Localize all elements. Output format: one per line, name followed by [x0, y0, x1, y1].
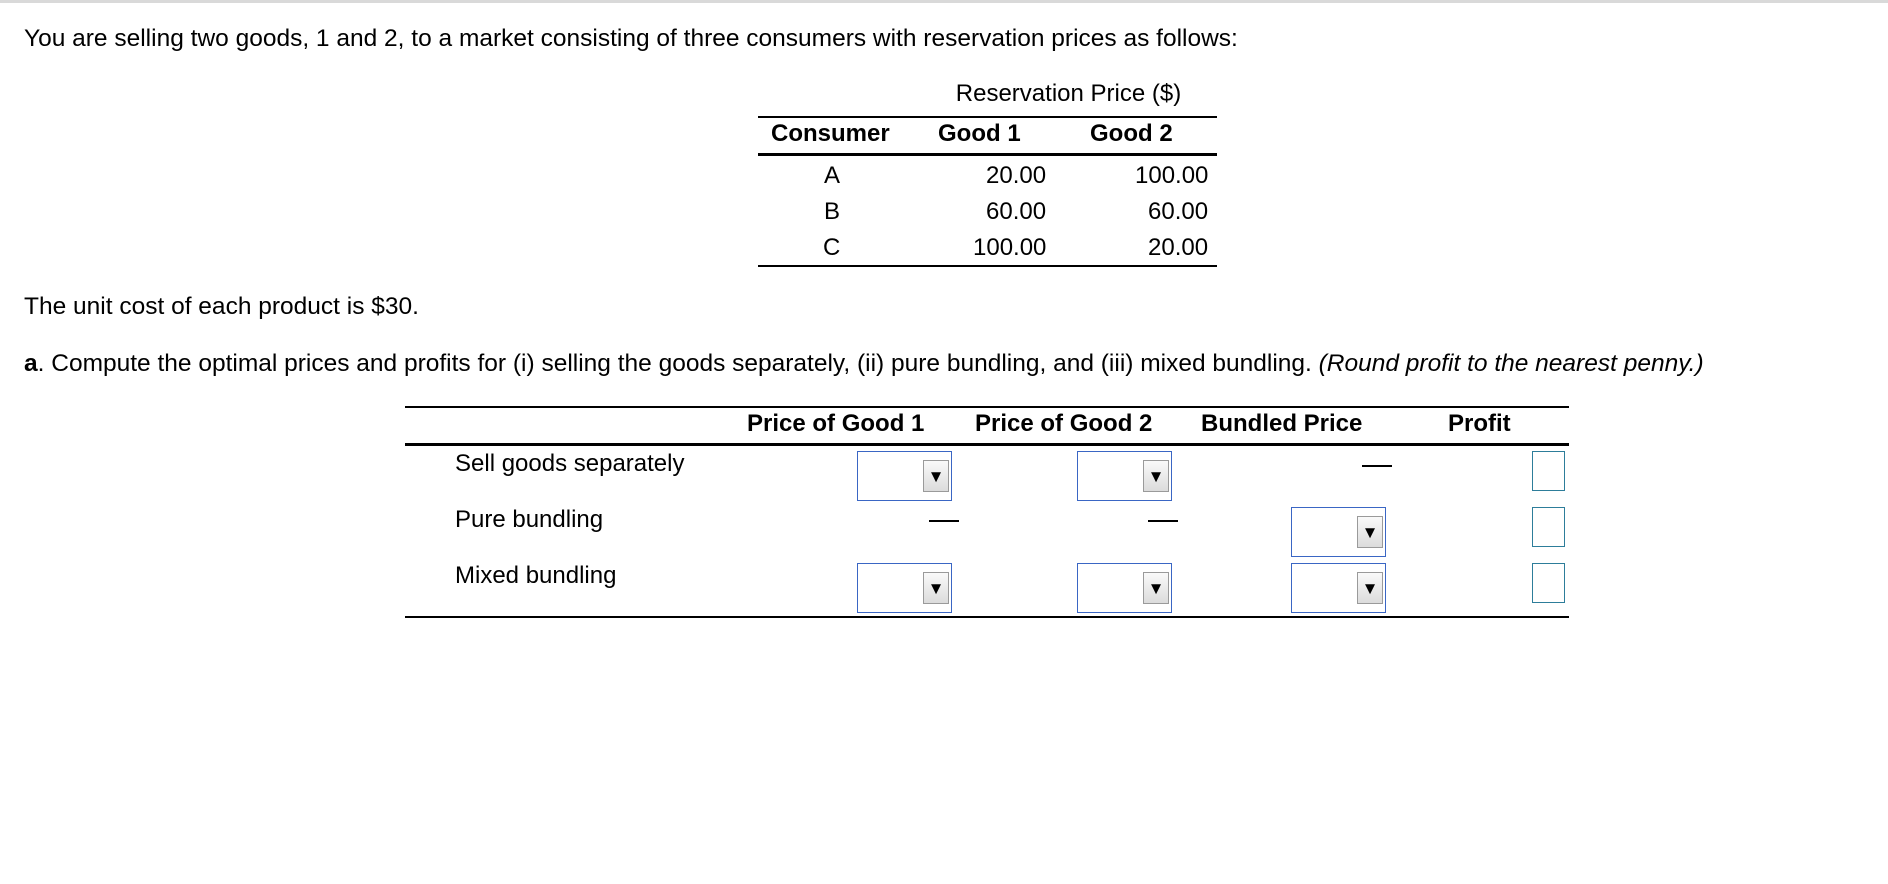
good2-cell: 100.00	[1135, 162, 1209, 189]
profit-input[interactable]	[1532, 507, 1565, 547]
good1-cell: 20.00	[986, 162, 1047, 189]
price-good1-dropdown[interactable]	[857, 563, 952, 613]
table-caption: Reservation Price ($)	[955, 80, 1182, 107]
rule-top	[758, 116, 1217, 118]
rule-bottom	[405, 616, 1569, 618]
question-label: a	[24, 350, 38, 377]
consumer-cell: B	[824, 198, 841, 225]
rule-top	[405, 406, 1569, 408]
consumer-cell: A	[824, 162, 841, 189]
triangle-down-icon: ▼	[923, 460, 949, 492]
profit-input[interactable]	[1532, 563, 1565, 603]
consumer-cell: C	[823, 234, 841, 261]
good1-cell: 60.00	[986, 198, 1047, 225]
not-applicable-dash	[1362, 465, 1392, 467]
rule-header	[405, 443, 1569, 446]
question-text	[24, 349, 1704, 379]
good2-cell: 20.00	[1148, 234, 1209, 261]
col-header-profit: Profit	[1448, 410, 1511, 437]
profit-input[interactable]	[1532, 451, 1565, 491]
question-body: . Compute the optimal prices and profits for (i) selling the goods separately, (ii) pure bundling, and (iii) mixed bundling.	[37, 350, 1319, 377]
col-header-good1: Good 1	[938, 120, 1021, 147]
col-header-bundled-price: Bundled Price	[1201, 410, 1363, 437]
row-label-pure-bundling: Pure bundling	[455, 506, 604, 533]
price-good2-dropdown[interactable]	[1077, 451, 1172, 501]
triangle-down-icon: ▼	[1357, 516, 1383, 548]
rule-bottom	[758, 265, 1217, 267]
intro-text: You are selling two goods, 1 and 2, to a market consisting of three consumers with reservation prices as follows:	[24, 25, 1238, 52]
price-good1-dropdown[interactable]	[857, 451, 952, 501]
unit-cost-text: The unit cost of each product is $30.	[24, 293, 419, 320]
triangle-down-icon: ▼	[923, 572, 949, 604]
bundled-price-dropdown[interactable]	[1291, 507, 1386, 557]
col-header-price-good1: Price of Good 1	[747, 410, 925, 437]
rule-header	[758, 153, 1217, 156]
row-label-sell-separately: Sell goods separately	[455, 450, 685, 477]
triangle-down-icon: ▼	[1143, 460, 1169, 492]
not-applicable-dash	[1148, 520, 1178, 522]
not-applicable-dash	[929, 520, 959, 522]
question-note: (Round profit to the nearest penny.)	[1318, 350, 1704, 377]
triangle-down-icon: ▼	[1357, 572, 1383, 604]
col-header-consumer: Consumer	[771, 120, 890, 147]
bundled-price-dropdown[interactable]	[1291, 563, 1386, 613]
col-header-price-good2: Price of Good 2	[975, 410, 1153, 437]
good2-cell: 60.00	[1148, 198, 1209, 225]
triangle-down-icon: ▼	[1143, 572, 1169, 604]
top-divider	[0, 0, 1888, 3]
row-label-mixed-bundling: Mixed bundling	[455, 562, 617, 589]
col-header-good2: Good 2	[1090, 120, 1173, 147]
good1-cell: 100.00	[973, 234, 1047, 261]
price-good2-dropdown[interactable]	[1077, 563, 1172, 613]
